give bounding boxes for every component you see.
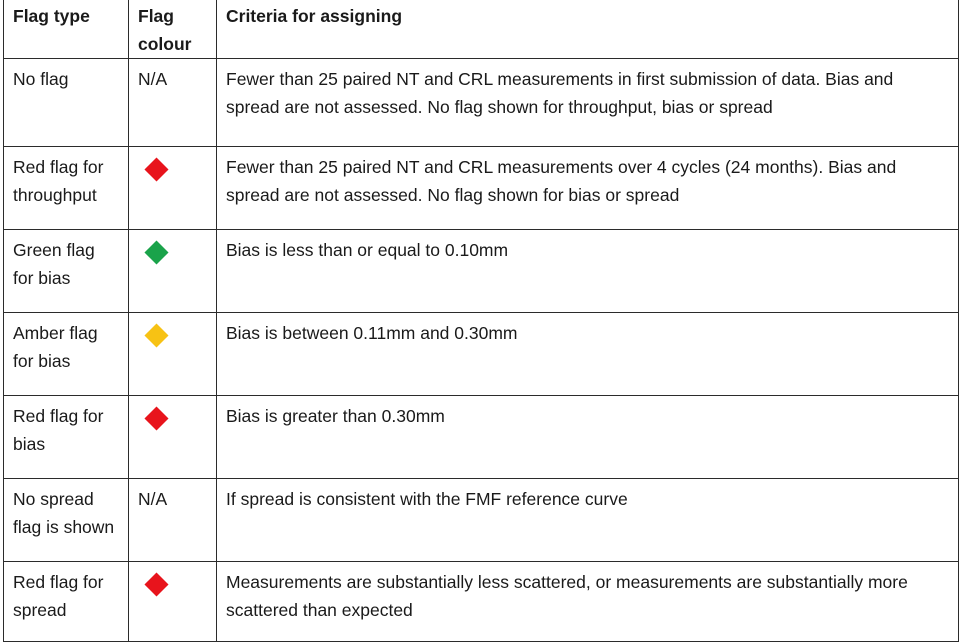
colour-na-text: N/A — [138, 69, 168, 89]
flag-colour-cell — [129, 230, 217, 313]
flag-type-cell: Amber flag for bias — [4, 313, 129, 396]
flag-type-cell: No spread flag is shown — [4, 479, 129, 562]
header-criteria: Criteria for assigning — [217, 0, 959, 59]
flag-type-cell: Red flag for spread — [4, 562, 129, 642]
criteria-cell: Bias is between 0.11mm and 0.30mm — [217, 313, 959, 396]
flag-colour-cell — [129, 59, 217, 147]
criteria-cell: Fewer than 25 paired NT and CRL measurements in first submission of data. Bias and spread are not assessed. No flag shown for throughput, bias or spread — [217, 59, 959, 147]
amber-diamond-icon — [144, 323, 168, 347]
criteria-cell: If spread is consistent with the FMF reference curve — [217, 479, 959, 562]
table-header-row — [4, 0, 959, 59]
criteria-cell: Bias is less than or equal to 0.10mm — [217, 230, 959, 313]
flag-colour-cell — [129, 313, 217, 396]
flag-colour-cell — [129, 147, 217, 230]
flag-type-cell: No flag — [4, 59, 129, 147]
colour-na-text: N/A — [138, 489, 168, 509]
flag-type-cell: Red flag for throughput — [4, 147, 129, 230]
flag-type-cell: Red flag for bias — [4, 396, 129, 479]
table-row — [4, 147, 959, 230]
flag-colour-cell — [129, 479, 217, 562]
table-row — [4, 313, 959, 396]
criteria-cell: Measurements are substantially less scattered, or measurements are substantially more scattered than expected — [217, 562, 959, 642]
table-row — [4, 59, 959, 147]
flag-colour-cell — [129, 562, 217, 642]
header-flag-colour: Flag colour — [129, 0, 217, 59]
criteria-cell: Fewer than 25 paired NT and CRL measurements over 4 cycles (24 months). Bias and spread are not assessed. No flag shown for bias or spread — [217, 147, 959, 230]
header-flag-type: Flag type — [4, 0, 129, 59]
flag-criteria-table — [3, 0, 959, 642]
table-row — [4, 479, 959, 562]
red-diamond-icon — [144, 406, 168, 430]
red-diamond-icon — [144, 157, 168, 181]
table-row — [4, 562, 959, 642]
table-row — [4, 230, 959, 313]
table-row — [4, 396, 959, 479]
red-diamond-icon — [144, 572, 168, 596]
flag-type-cell: Green flag for bias — [4, 230, 129, 313]
green-diamond-icon — [144, 240, 168, 264]
criteria-cell: Bias is greater than 0.30mm — [217, 396, 959, 479]
flag-colour-cell — [129, 396, 217, 479]
